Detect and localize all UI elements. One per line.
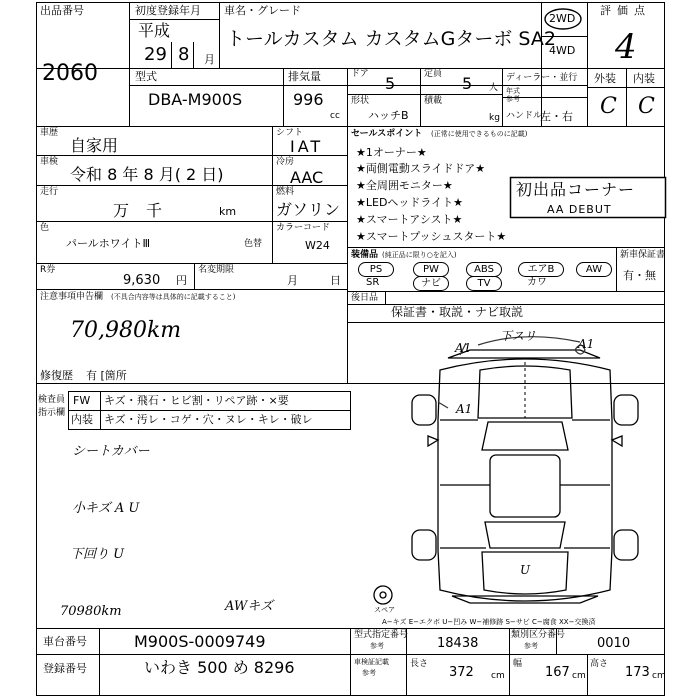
usage-value: 自家用 [70, 136, 119, 155]
score-value: 4 [615, 27, 637, 67]
fw-items: キズ・飛石・ヒビ割・リペア跡・×要 [104, 394, 289, 407]
color-label: 色 [40, 223, 50, 233]
class-ref: 参考 [524, 642, 538, 650]
mileage-label: 走行 [40, 187, 59, 197]
first-registration-era: 平成 [138, 21, 171, 40]
shape-label: 形状 [351, 96, 370, 106]
interior-grade: C [638, 94, 655, 119]
model-grade-label: 車名・グレード [224, 4, 301, 17]
recycle-value: 9,630 [123, 273, 161, 288]
equip-label: 装備品 [351, 250, 379, 260]
mark-rear: U [520, 563, 531, 577]
equip-sr: SR [366, 277, 380, 288]
mark-left-fender: A1 [456, 402, 473, 416]
color-code-value: W24 [305, 239, 330, 252]
notes-sub: (不具合内容等は具体的に記載すること) [111, 293, 236, 301]
inspection-label: 車検 [40, 157, 59, 167]
sales-point-2: ★両側電動スライドドア★ [356, 162, 486, 175]
sales-point-1: ★1オーナー★ [356, 146, 427, 159]
equip-tv: TV [466, 276, 502, 291]
sales-point-5: ★スマートアシスト★ [356, 213, 463, 226]
mileage-sen: 千 [146, 201, 163, 220]
width-label: 幅 [513, 659, 523, 669]
dealer-label: ディーラー・並行 [506, 73, 578, 83]
shift-label: シフト [276, 128, 304, 138]
fuel-label: 燃料 [276, 187, 295, 197]
sales-point-6: ★スマートプッシュスタート★ [356, 230, 507, 243]
type-label: 型式 [135, 70, 157, 83]
interior-check-label: 内装 [71, 413, 93, 426]
designation-ref: 参考 [370, 642, 384, 650]
corner-title: 初出品コーナー [516, 180, 636, 199]
equip-airbag: エアB [518, 262, 564, 277]
displacement-label: 排気量 [288, 70, 321, 83]
equip-leather: カワ [527, 277, 547, 288]
exterior-label: 外装 [594, 72, 616, 85]
chassis-label: 車台番号 [43, 635, 87, 648]
new-warranty-value: 有・無 [623, 269, 656, 282]
equip-abs: ABS [466, 262, 502, 277]
month-unit: 月 [204, 53, 215, 66]
first-registration-label: 初度登録年月 [135, 4, 201, 17]
hand-note-1: シートカバー [72, 444, 150, 459]
width-value: 167 [545, 665, 570, 680]
warranty-label: 名変期限 [198, 265, 235, 275]
sales-sub: (正常に使用できるものに記載) [431, 130, 528, 138]
recycle-unit: 円 [176, 274, 187, 287]
capacity-value: 5 [462, 74, 473, 93]
color-code-label: カラーコード [276, 223, 331, 233]
load-unit: kg [489, 113, 500, 123]
doors-label: ドア [351, 69, 369, 79]
width-unit: cm [572, 671, 586, 681]
height-label: 高さ [590, 659, 609, 669]
class-value: 0010 [597, 636, 631, 651]
inspection-value: 令和 8 年 8 月( 2 日) [70, 165, 224, 184]
interior-label: 内装 [633, 72, 655, 85]
load-label: 積載 [424, 96, 443, 106]
length-unit: cm [491, 671, 505, 681]
equip-pw: PW [413, 262, 449, 277]
mark-front-right: A1 [578, 337, 595, 351]
first-registration-year: 29 [144, 44, 167, 65]
handle-value: 左・右 [540, 110, 573, 123]
length-value: 372 [449, 665, 474, 680]
model-year-label: 年式 参考 [506, 87, 520, 103]
drive-2wd: 2WD [549, 12, 576, 25]
shift-value: IAT [290, 137, 324, 156]
fw-label: FW [73, 394, 91, 407]
sales-point-4: ★LEDヘッドライト★ [356, 196, 463, 209]
corner-sub: AA DEBUT [547, 203, 612, 216]
drive-4wd: 4WD [549, 44, 576, 57]
first-registration-month: 8 [178, 44, 190, 65]
equip-aw: AW [576, 262, 612, 277]
sales-label: セールスポイント [351, 129, 423, 139]
docs-value: 保証書・取説・ナビ取説 [391, 305, 524, 319]
designation-value: 18438 [437, 636, 479, 651]
displacement-value: 996 [293, 90, 324, 109]
hand-note-4: 70980km [60, 604, 122, 619]
color-value: パールホワイトⅢ [66, 237, 151, 250]
lot-number-label: 出品番号 [40, 4, 84, 17]
recolor-label: 色替 [244, 239, 263, 249]
usage-label: 車歴 [40, 128, 59, 138]
type-value: DBA-M900S [148, 90, 243, 109]
repair-label: 修復歴 [40, 369, 73, 382]
damage-legend: A−キズ E−エクボ U−凹み W−補修跡 S−サビ C−腐食 XX−交換済 [382, 618, 596, 626]
new-warranty-label: 新車保証書 [620, 250, 666, 260]
doors-value: 5 [385, 74, 396, 93]
equip-sub: (純正品に限り○を記入) [382, 251, 457, 259]
equip-ps: PS [358, 262, 394, 277]
mark-front-left: A1 [455, 341, 472, 355]
model-name: トールカスタム カスタムGターボ SA2 [226, 28, 556, 50]
handle-label: ハンドル [506, 111, 543, 121]
length-label: 長さ [410, 659, 429, 669]
inspector-label-2: 指示欄 [38, 408, 66, 418]
mileage-man: 万 [113, 201, 130, 220]
dims-label: 車検証記載 [354, 658, 389, 666]
docs-label: 後日品 [351, 293, 379, 303]
plate-value: いわき 500 め 8296 [144, 658, 295, 677]
hand-note-5: AWキズ [225, 599, 273, 614]
interior-check-items: キズ・汚レ・コゲ・穴・ヌレ・キレ・破レ [104, 413, 313, 426]
shape-value: ハッチB [368, 109, 409, 122]
height-value: 173 [625, 665, 650, 680]
fuel-value: ガソリン [276, 200, 341, 219]
spare-label: スペア [374, 606, 395, 614]
capacity-label: 定員 [424, 69, 443, 79]
recycle-label: R券 [40, 265, 56, 275]
equip-navi: ナビ [413, 276, 449, 291]
notes-label: 注意事項申告欄 [40, 292, 104, 302]
plate-label: 登録番号 [43, 662, 87, 675]
score-label: 評価点 [600, 4, 651, 17]
hand-note-3: 下回り U [70, 547, 125, 562]
aircon-label: 冷房 [276, 157, 295, 167]
inspector-label: 検査員 [38, 395, 66, 405]
lot-number: 2060 [42, 61, 98, 86]
sales-point-3: ★全周囲モニター★ [356, 179, 453, 192]
mark-front-underside: 下スリ [500, 329, 537, 343]
repair-value: 有 [箇所 [86, 369, 127, 382]
dims-ref: 参考 [362, 669, 376, 677]
aircon-value: AAC [290, 168, 324, 187]
exterior-grade: C [600, 94, 617, 119]
height-unit: cm [652, 671, 666, 681]
notes-handwritten: 70,980km [70, 318, 182, 343]
hand-note-2: 小キズ A U [72, 501, 140, 516]
designation-label: 型式指定番号 [354, 630, 409, 640]
displacement-unit: cc [330, 111, 340, 121]
class-label: 類別区分番号 [511, 630, 566, 640]
chassis-value: M900S-0009749 [134, 632, 266, 651]
mileage-unit: km [219, 205, 237, 218]
warranty-month: 月 [287, 274, 298, 287]
warranty-day: 日 [330, 274, 341, 287]
capacity-unit: 人 [489, 83, 499, 93]
